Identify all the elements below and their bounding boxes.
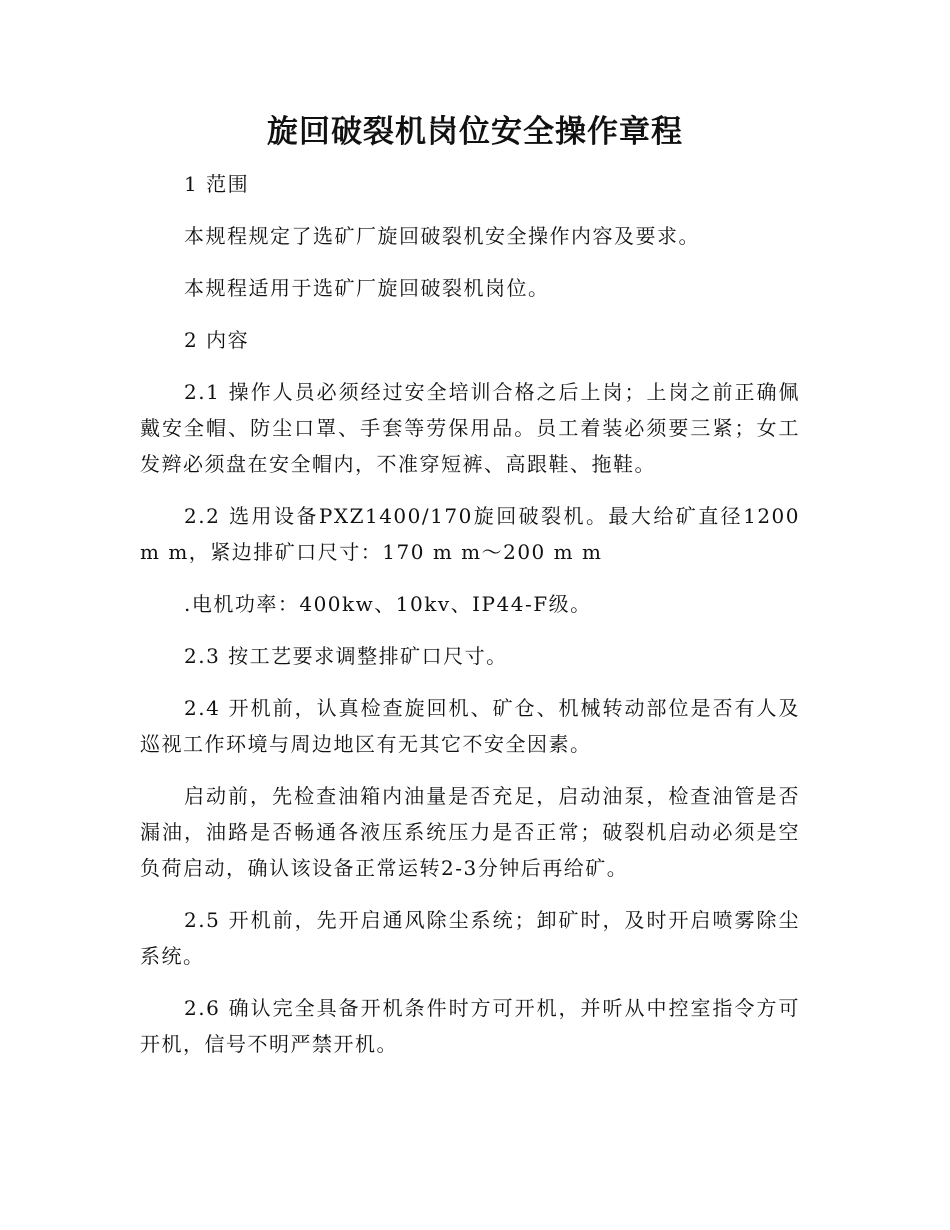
paragraph-scope-applicability: 本规程适用于选矿厂旋回破裂机岗位。	[184, 276, 550, 300]
paragraph-2-4: 2.4 开机前，认真检查旋回机、矿仓、机械转动部位是否有人及巡视工作环境与周边地区有无其它不安全因素。	[140, 696, 800, 756]
document-body	[140, 166, 800, 1078]
paragraph-2-2-motor: .电机功率：400kw、10kv、IP44-F级。	[184, 592, 592, 616]
paragraph-2-1: 2.1 操作人员必须经过安全培训合格之后上岗；上岗之前正确佩戴安全帽、防尘口罩、手套等劳保用品。员工着装必须要三紧；女工发辫必须盘在安全帽内，不准穿短裤、高跟鞋、拖鞋。	[140, 380, 800, 476]
paragraph-2-4-startup: 启动前，先检查油箱内油量是否充足，启动油泵，检查油管是否漏油，油路是否畅通各液压系统压力是否正常；破裂机启动必须是空负荷启动，确认该设备正常运转2-3分钟后再给矿。	[140, 784, 800, 880]
document-title: 旋回破裂机岗位安全操作章程	[267, 114, 683, 150]
section-heading-scope: 1 范围	[184, 172, 250, 196]
paragraph-2-6: 2.6 确认完全具备开机条件时方可开机，并听从中控室指令方可开机，信号不明严禁开机。	[140, 996, 800, 1056]
paragraph-2-3: 2.3 按工艺要求调整排矿口尺寸。	[184, 644, 508, 668]
paragraph-scope-content: 本规程规定了选矿厂旋回破裂机安全操作内容及要求。	[184, 224, 700, 248]
section-heading-content: 2 内容	[184, 328, 250, 352]
paragraph-2-5: 2.5 开机前，先开启通风除尘系统；卸矿时，及时开启喷雾除尘系统。	[140, 908, 800, 968]
paragraph-2-2: 2.2 选用设备PXZ1400/170旋回破裂机。最大给矿直径1200 m m，紧边排矿口尺寸：170 m m～200 m m	[140, 504, 800, 564]
